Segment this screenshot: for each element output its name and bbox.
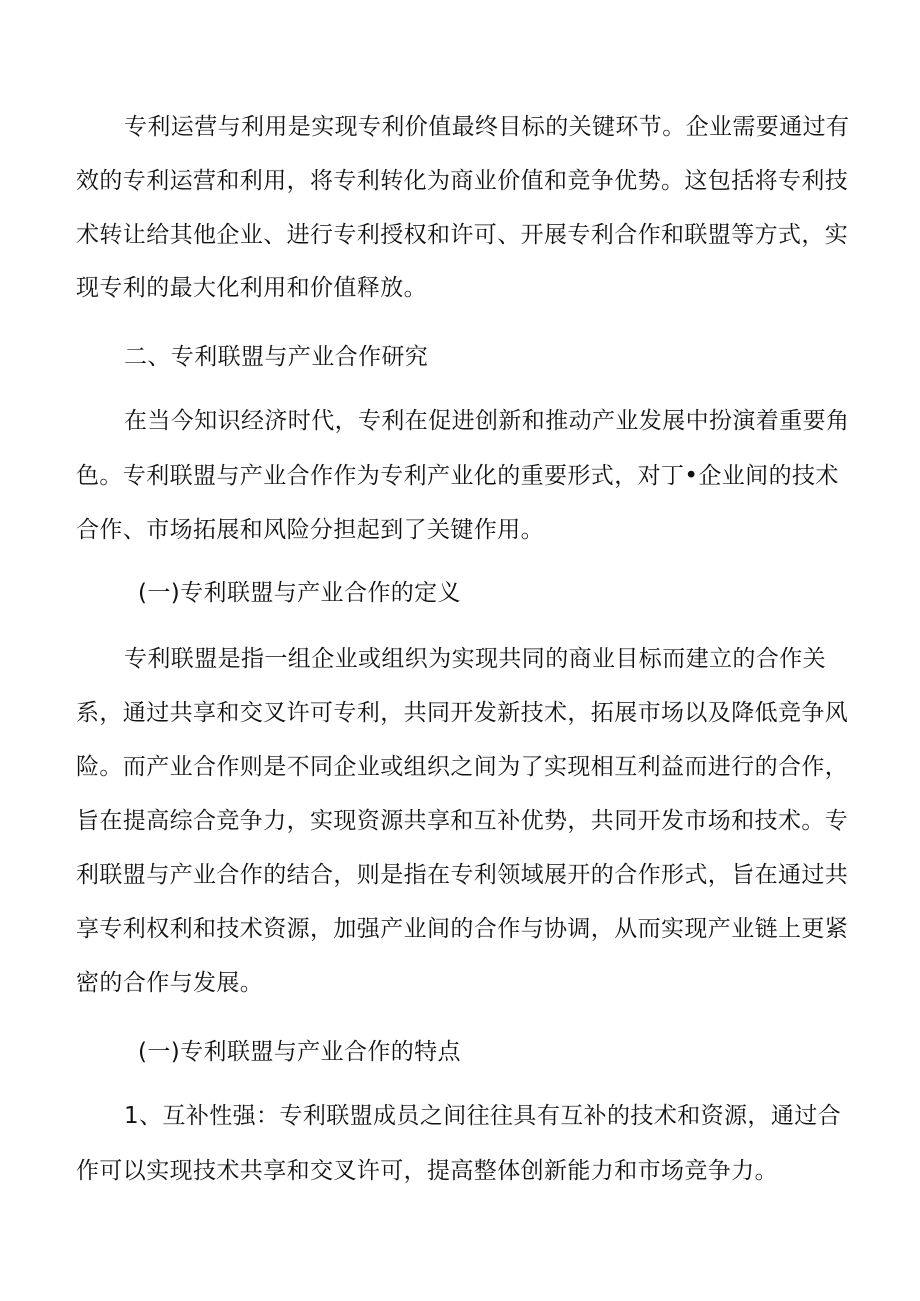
paragraph-line: 利联盟与产业合作的结合，则是指在专利领域展开的合作形式，旨在通过共 — [76, 862, 849, 888]
subheading: (一)专利联盟与产业合作的特点 — [138, 1039, 461, 1065]
paragraph-line: 现专利的最大化利用和价值释放。 — [76, 275, 427, 301]
subheading: (一)专利联盟与产业合作的定义 — [138, 580, 461, 606]
paragraph-line: 作可以实现技术共享和交叉许可，提高整体创新能力和市场竞争力。 — [76, 1158, 778, 1184]
paragraph-line: 色。专利联盟与产业合作作为专利产业化的重要形式，对丁•企业间的技术 — [76, 463, 839, 489]
paragraph-line: 合作、市场拓展和风险分担起到了关键作用。 — [76, 517, 544, 543]
paragraph-line: 在当今知识经济时代，专利在促进创新和推动产业发展中扮演着重要角 — [124, 408, 850, 434]
paragraph-line: 密的合作与发展。 — [76, 970, 264, 996]
paragraph-line: 术转让给其他企业、进行专利授权和许可、开展专利合作和联盟等方式，实 — [76, 222, 849, 248]
paragraph-line: 险。而产业合作则是不同企业或组织之间为了实现相互利益而进行的合作， — [76, 754, 849, 780]
paragraph-line: 专利运营与利用是实现专利价值最终目标的关键环节。企业需要通过有 — [124, 114, 850, 140]
paragraph-line: 1、互补性强：专利联盟成员之间往往具有互补的技术和资源，通过合 — [124, 1103, 842, 1129]
section-heading: 二、专利联盟与产业合作研究 — [124, 344, 429, 370]
paragraph-line: 系，通过共享和交叉许可专利，共同开发新技术，拓展市场以及降低竞争风 — [76, 700, 849, 726]
paragraph-line: 享专利权利和技术资源，加强产业间的合作与协调，从而实现产业链上更紧 — [76, 916, 849, 942]
paragraph-line: 效的专利运营和利用，将专利转化为商业价值和竞争优势。这包括将专利技 — [76, 168, 849, 194]
paragraph-line: 旨在提高综合竞争力，实现资源共享和互补优势，共同开发市场和技术。专 — [76, 808, 849, 834]
paragraph-line: 专利联盟是指一组企业或组织为实现共同的商业目标而建立的合作关 — [124, 646, 826, 672]
